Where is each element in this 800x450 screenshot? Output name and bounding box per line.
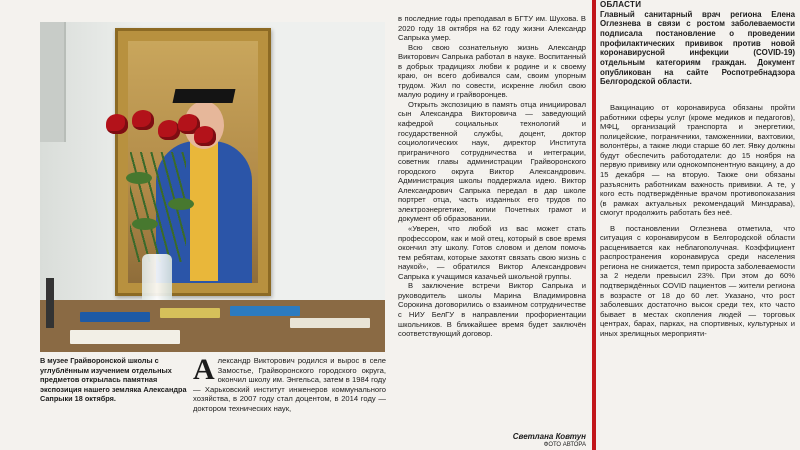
paragraph: «Уверен, что любой из вас может стать профессором, как и мой отец, который в свое время окончил эту школу. Готов словом и делом помочь тем ребятам, которые захотят связать свою жизнь с наукой», — обратился Виктор Александрович Сапрыка к учащимся казачьей школьной группы.	[398, 224, 586, 281]
statuette	[46, 278, 54, 328]
portrait-stole	[190, 141, 218, 281]
book	[230, 306, 300, 316]
paragraph: Открыть экспозицию в память отца инициировал сын Александра Викторовича — заведующий кафедрой социальных технологий и государственной службы, доцент, доктор социологических наук, директор Института приграничного сотрудничества и интеграции, советник главы администрации Грайворонского городского округа Виктор Александрович. Администрация школы поддержала идею. Виктор Александрович Сапрыка передал в дар школе портрет отца, часть изданных его трудов по электроэнергетике, копии Почетных грамот и документ об образовании.	[398, 99, 586, 224]
document-sheet	[290, 318, 370, 328]
rose-leaf	[168, 198, 194, 210]
article-photo	[40, 22, 385, 352]
rose	[194, 126, 216, 146]
paragraph: Всю свою сознательную жизнь Александр Викторович Сапрыка работал в науке. Воспитанный в добрых традициях любви к родине и к своему краю, он всего добивался сам, своим упорным трудом. Жил по совести, искренне любил свою малую родину и грайворонцев.	[398, 42, 586, 100]
article-column	[398, 14, 586, 339]
photo-doorway	[40, 22, 66, 142]
news-column	[600, 0, 795, 338]
opening-text: лександр Викторович родился и вырос в селе Замостье, Грайворонского городского округа, окончил школу им. Энгельса, затем в 1984 году — Харьковский институт инженеров коммунального хозяйства, в 2007 году стал доцентом, в 2014 году — доктором технических наук,	[193, 356, 386, 413]
drop-cap: А	[193, 353, 215, 386]
paragraph: Вакцинацию от коронавируса обязаны пройти работники сферы услуг (кроме медиков и педагогов), МФЦ, организаций транспорта и энергетики, полицейские, пограничники, таможенники, вахтовики, волонтёры, а также люди старше 60 лет. Явку должны будут обеспечить работодатели: до 15 ноября на первую прививку или однокомпонентную вакцину, а до 15 декабря — на вторую. Также они обязаны разъяснить работникам важность прививки. А те, у кого есть подтверждённые врачом противопоказания (в рамках актуальных рекомендаций Минздрава), смогут продолжить работать без неё.	[600, 103, 795, 218]
portrait-academic-cap	[173, 89, 236, 103]
book	[160, 308, 220, 318]
rose	[132, 110, 154, 130]
author-signature: Светлана Ковтун	[512, 432, 586, 441]
paragraph: В заключение встречи Виктор Сапрыка и руководитель школы Марина Владимировна Сорокина договорились о взаимном сотрудничестве с НИУ БелГУ в направлении профориентации школьников. В ближайшее время будет заключён соответствующий договор.	[398, 281, 586, 339]
book	[80, 312, 150, 322]
rose	[158, 120, 180, 140]
section-tag: ОБЛАСТИ	[600, 0, 642, 9]
rose	[106, 114, 128, 134]
rose-leaf	[126, 172, 152, 184]
certificate	[70, 330, 180, 344]
column-divider	[592, 0, 596, 450]
rose-leaf	[132, 218, 158, 230]
news-lead: Главный санитарный врач региона Елена Оглезнева в связи с ростом заболеваемости подписала постановление о проведении профилактических прививок против новой коронавирусной инфекции (COVID-19) отдельным категориям граждан. Документ опубликован на сайте Роспотребнадзора Белгородской области.	[600, 9, 795, 87]
paragraph: в последние годы преподавал в БГТУ им. Шухова. В 2020 году 18 октября на 62 году жизни Александр Сапрыка умер.	[398, 14, 586, 43]
article-opening	[193, 353, 386, 413]
photo-caption: В музее Грайворонской школы с углублённым изучением отдельных предметов открылась памятная экспозиция нашего земляка Александра Сапрыки 18 октября.	[40, 356, 187, 404]
paragraph: В постановлении Оглезнева отметила, что ситуация с коронавирусом в Белгородской области расценивается как неблагополучная. Коэффициент распространения коронавируса среди населения региона не снижается, темп прироста заболеваемости за 2 недели превысил 23%. При этом до 60% подтверждённых COVID пациентов — жители региона в возрасте от 18 до 60 лет. Указано, что рост заболевших достаточно высок среди тех, кто часто бывает в местах скопления людей — торговых центрах, барах, парках, на спортивных, культурных и иных зрелищных мероприяти-	[600, 223, 795, 338]
photo-credit: ФОТО АВТОРА	[543, 442, 586, 448]
